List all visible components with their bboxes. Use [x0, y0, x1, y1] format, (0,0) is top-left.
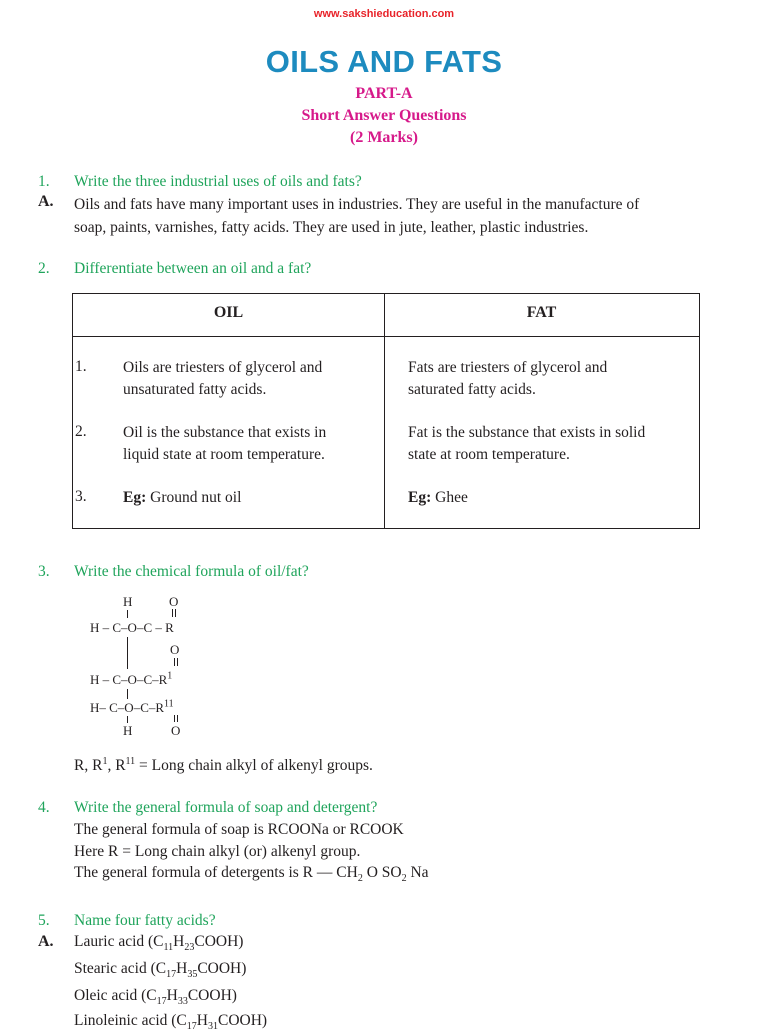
table-cell	[123, 487, 241, 509]
list-item: Linoleinic acid $(C_{17}H_{31}COOH)$	[74, 1012, 268, 1032]
part-label: PART-A	[355, 85, 413, 102]
question-text: Name four fatty acids?	[74, 912, 216, 929]
answer-line: Here R = Long chain alkyl (or) alkenyl group.	[74, 843, 361, 860]
table-cell: saturated fatty acids.	[408, 381, 536, 398]
section-label: Short Answer Questions	[301, 107, 467, 124]
site-url[interactable]: www.sakshieducation.com	[313, 8, 455, 20]
table-cell	[408, 487, 468, 509]
answer-line: soap, paints, varnishes, fatty acids. They are used in jute, leather, plastic industries.	[74, 219, 589, 236]
list-item: Stearic acid $(C_{17}H_{35}COOH)$	[74, 960, 247, 981]
question-number: 4.	[38, 799, 50, 816]
table-cell: Oils are triesters of glycerol and	[123, 359, 323, 376]
table-divider	[73, 336, 699, 337]
formula-atom-O: O	[170, 642, 180, 657]
page-title: OILS AND FATS	[265, 44, 503, 79]
table-cell: Fat is the substance that exists in solid	[408, 424, 646, 441]
comparison-table	[72, 293, 700, 529]
table-cell: liquid state at room temperature.	[123, 446, 325, 463]
formula-row: H – $C-O-C-R^1$	[90, 670, 173, 687]
answer-line: Oils and fats have many important uses in industries. They are useful in the manufacture of	[74, 196, 640, 213]
question-text: Write the chemical formula of oil/fat?	[74, 563, 309, 580]
example-value: Ghee	[435, 489, 468, 506]
question-text: Write the three industrial uses of oils and fats?	[74, 173, 362, 190]
answer-label: A.	[38, 193, 54, 210]
formula-row: H– $C-O-C-R^{11}$	[90, 698, 174, 715]
table-header-fat: FAT	[526, 304, 557, 321]
formula-atom-H: H	[123, 723, 133, 738]
formula-atom-H: H	[123, 594, 133, 609]
formula-atom-O: O	[169, 594, 179, 609]
answer-line: The general formula of detergents is R — $CH_2$ O $SO_2$ Na	[74, 864, 429, 885]
example-label: Eg:	[408, 489, 432, 506]
marks-label: (2 Marks)	[350, 129, 418, 146]
row-number: 3.	[75, 488, 87, 505]
table-cell: Oil is the substance that exists in	[123, 424, 327, 441]
question-number: 1.	[38, 173, 50, 190]
example-value: Ground nut oil	[150, 489, 242, 506]
question-number: 5.	[38, 912, 50, 929]
question-number: 2.	[38, 260, 50, 277]
table-cell: unsaturated fatty acids.	[123, 381, 267, 398]
formula-legend: R, $R^1$, $R^{11}$ = Long chain alkyl of alkenyl groups.	[74, 755, 373, 774]
structural-formula	[90, 592, 250, 742]
row-number: 2.	[75, 423, 87, 440]
list-item: Oleic acid $(C_{17}H_{33}COOH)$	[74, 987, 237, 1008]
example-label: Eg:	[123, 489, 147, 506]
table-cell: state at room temperature.	[408, 446, 570, 463]
question-number: 3.	[38, 563, 50, 580]
question-text: Write the general formula of soap and detergent?	[74, 799, 378, 816]
question-text: Differentiate between an oil and a fat?	[74, 260, 312, 277]
table-header-oil: OIL	[213, 304, 244, 321]
row-number: 1.	[75, 358, 87, 375]
answer-line: The general formula of soap is RCOONa or RCOOK	[74, 821, 404, 838]
table-cell: Fats are triesters of glycerol and	[408, 359, 608, 376]
formula-row: H – C–O–C – R	[90, 620, 174, 635]
answer-label: A.	[38, 933, 54, 950]
table-divider	[384, 294, 385, 528]
formula-atom-O: O	[171, 723, 181, 738]
list-item: Lauric acid $(C_{11}H_{23}COOH)$	[74, 933, 244, 954]
